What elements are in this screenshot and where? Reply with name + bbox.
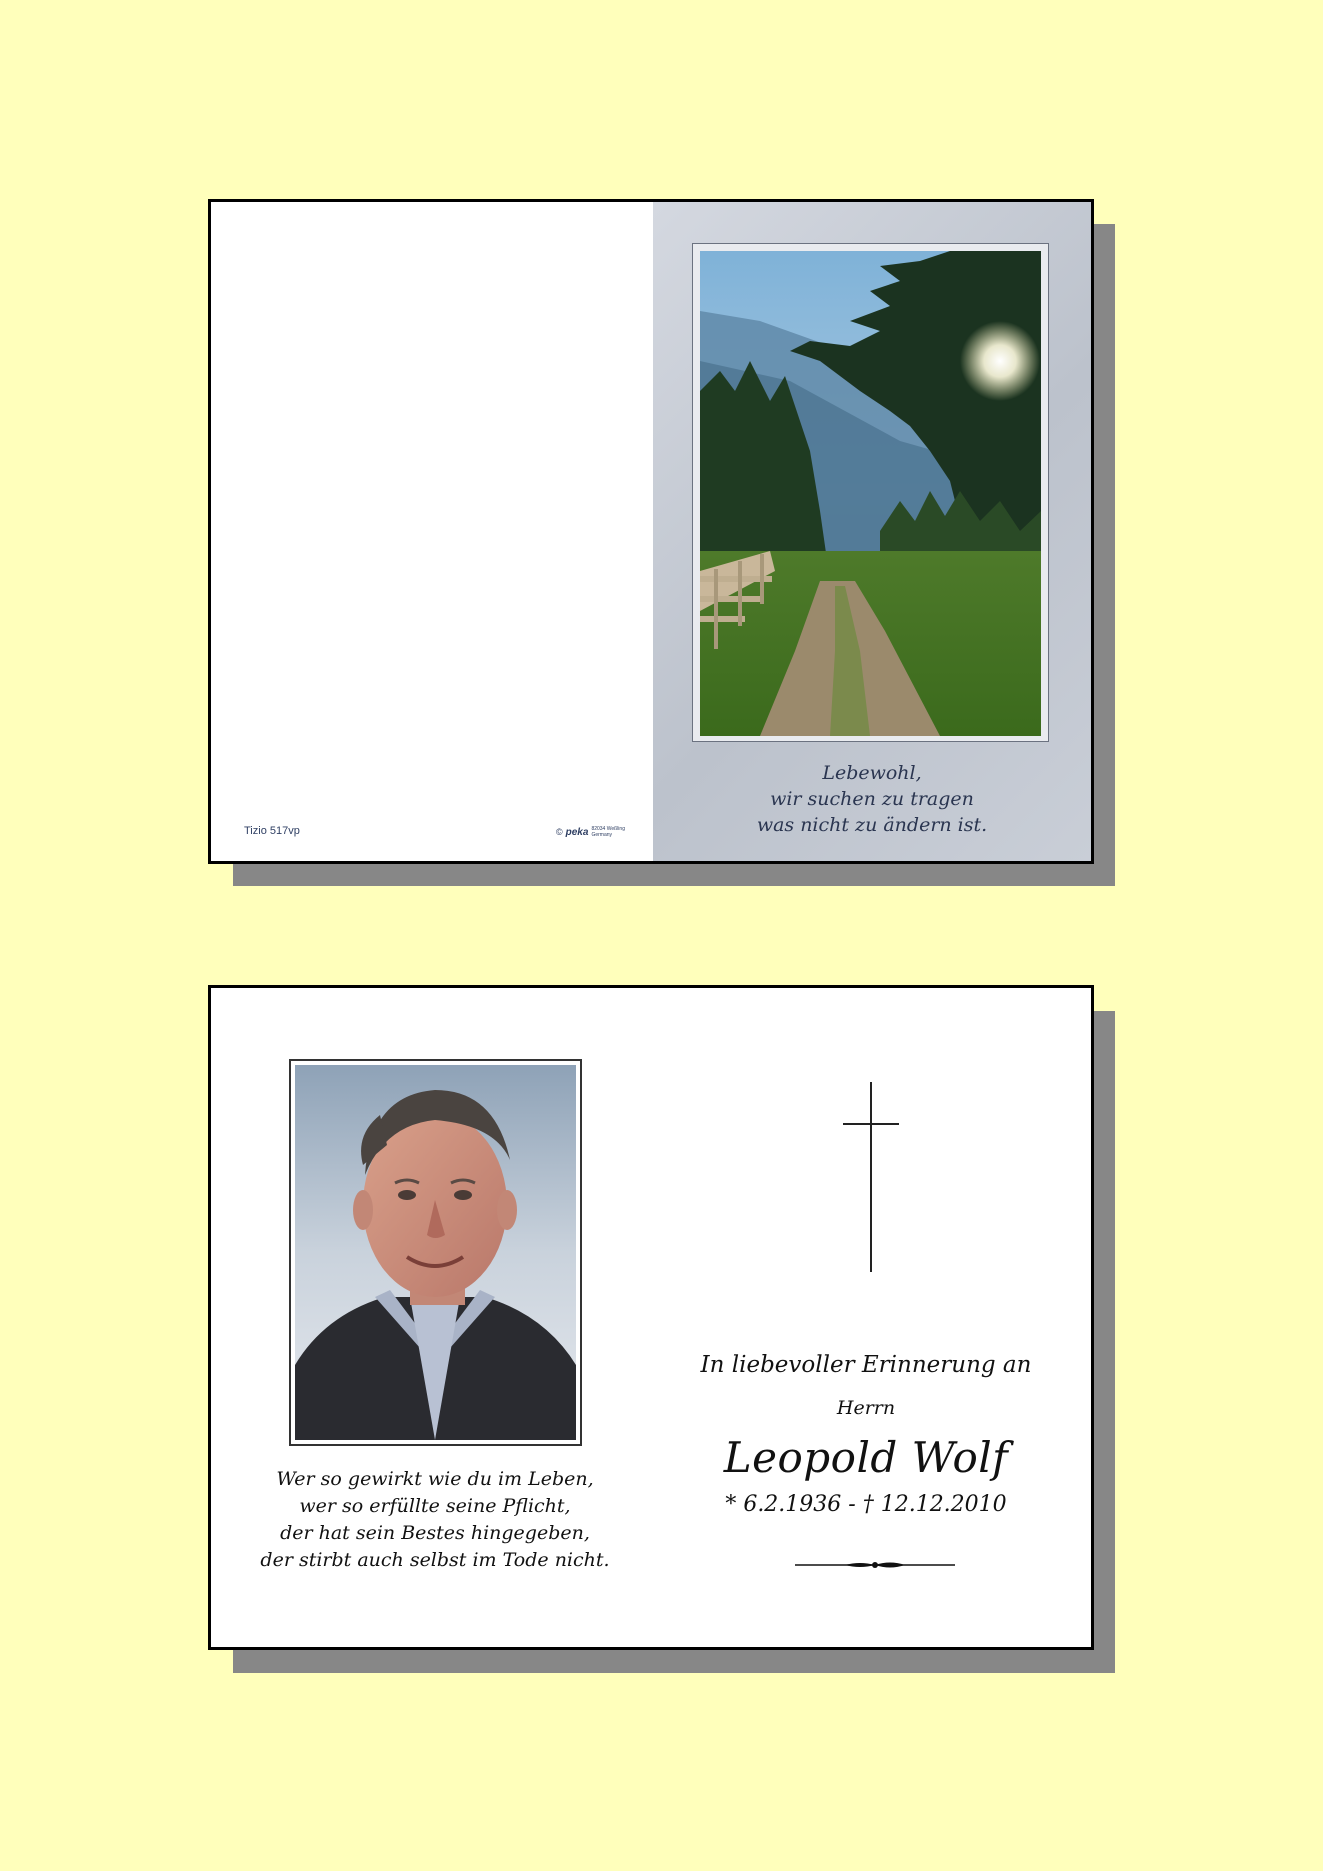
cross-icon	[841, 1082, 901, 1272]
memorial-intro: In liebevoller Erinnerung an	[700, 1352, 1032, 1378]
poem-line: Wer so gewirkt wie du im Leben,	[276, 1468, 594, 1490]
landscape-photo-frame	[692, 243, 1049, 742]
poem-line: der stirbt auch selbst im Tode nicht.	[260, 1549, 610, 1571]
front-card-inner-left	[211, 202, 653, 861]
publisher-address: 82034 Weßling Germany	[591, 826, 625, 838]
deceased-name: Leopold Wolf	[723, 1433, 1009, 1482]
memorial-text	[681, 1350, 1051, 1517]
front-verse-line: Lebewohl,	[822, 762, 922, 784]
front-card	[208, 199, 1094, 864]
portrait-photo-frame	[289, 1059, 582, 1446]
forest-path-photo	[700, 251, 1041, 736]
memorial-poem	[241, 1466, 629, 1574]
poem-line: wer so erfüllte seine Pflicht,	[299, 1495, 571, 1517]
publisher-logo: peka	[565, 826, 589, 838]
honorific-title: Herrn	[836, 1397, 896, 1419]
publisher-mark	[556, 826, 631, 838]
ornament-divider-icon	[795, 1559, 955, 1571]
card-code-label: Tizio 517vp	[244, 825, 300, 837]
copyright-symbol: ©	[556, 827, 563, 837]
front-verse	[653, 760, 1091, 838]
portrait-photo	[295, 1065, 576, 1440]
back-card	[208, 985, 1094, 1650]
life-dates: * 6.2.1936 - † 12.12.2010	[725, 1492, 1007, 1517]
front-verse-line: wir suchen zu tragen	[770, 788, 974, 810]
front-verse-line: was nicht zu ändern ist.	[756, 814, 988, 836]
front-card-cover	[653, 202, 1091, 861]
poem-line: der hat sein Bestes hingegeben,	[280, 1522, 590, 1544]
